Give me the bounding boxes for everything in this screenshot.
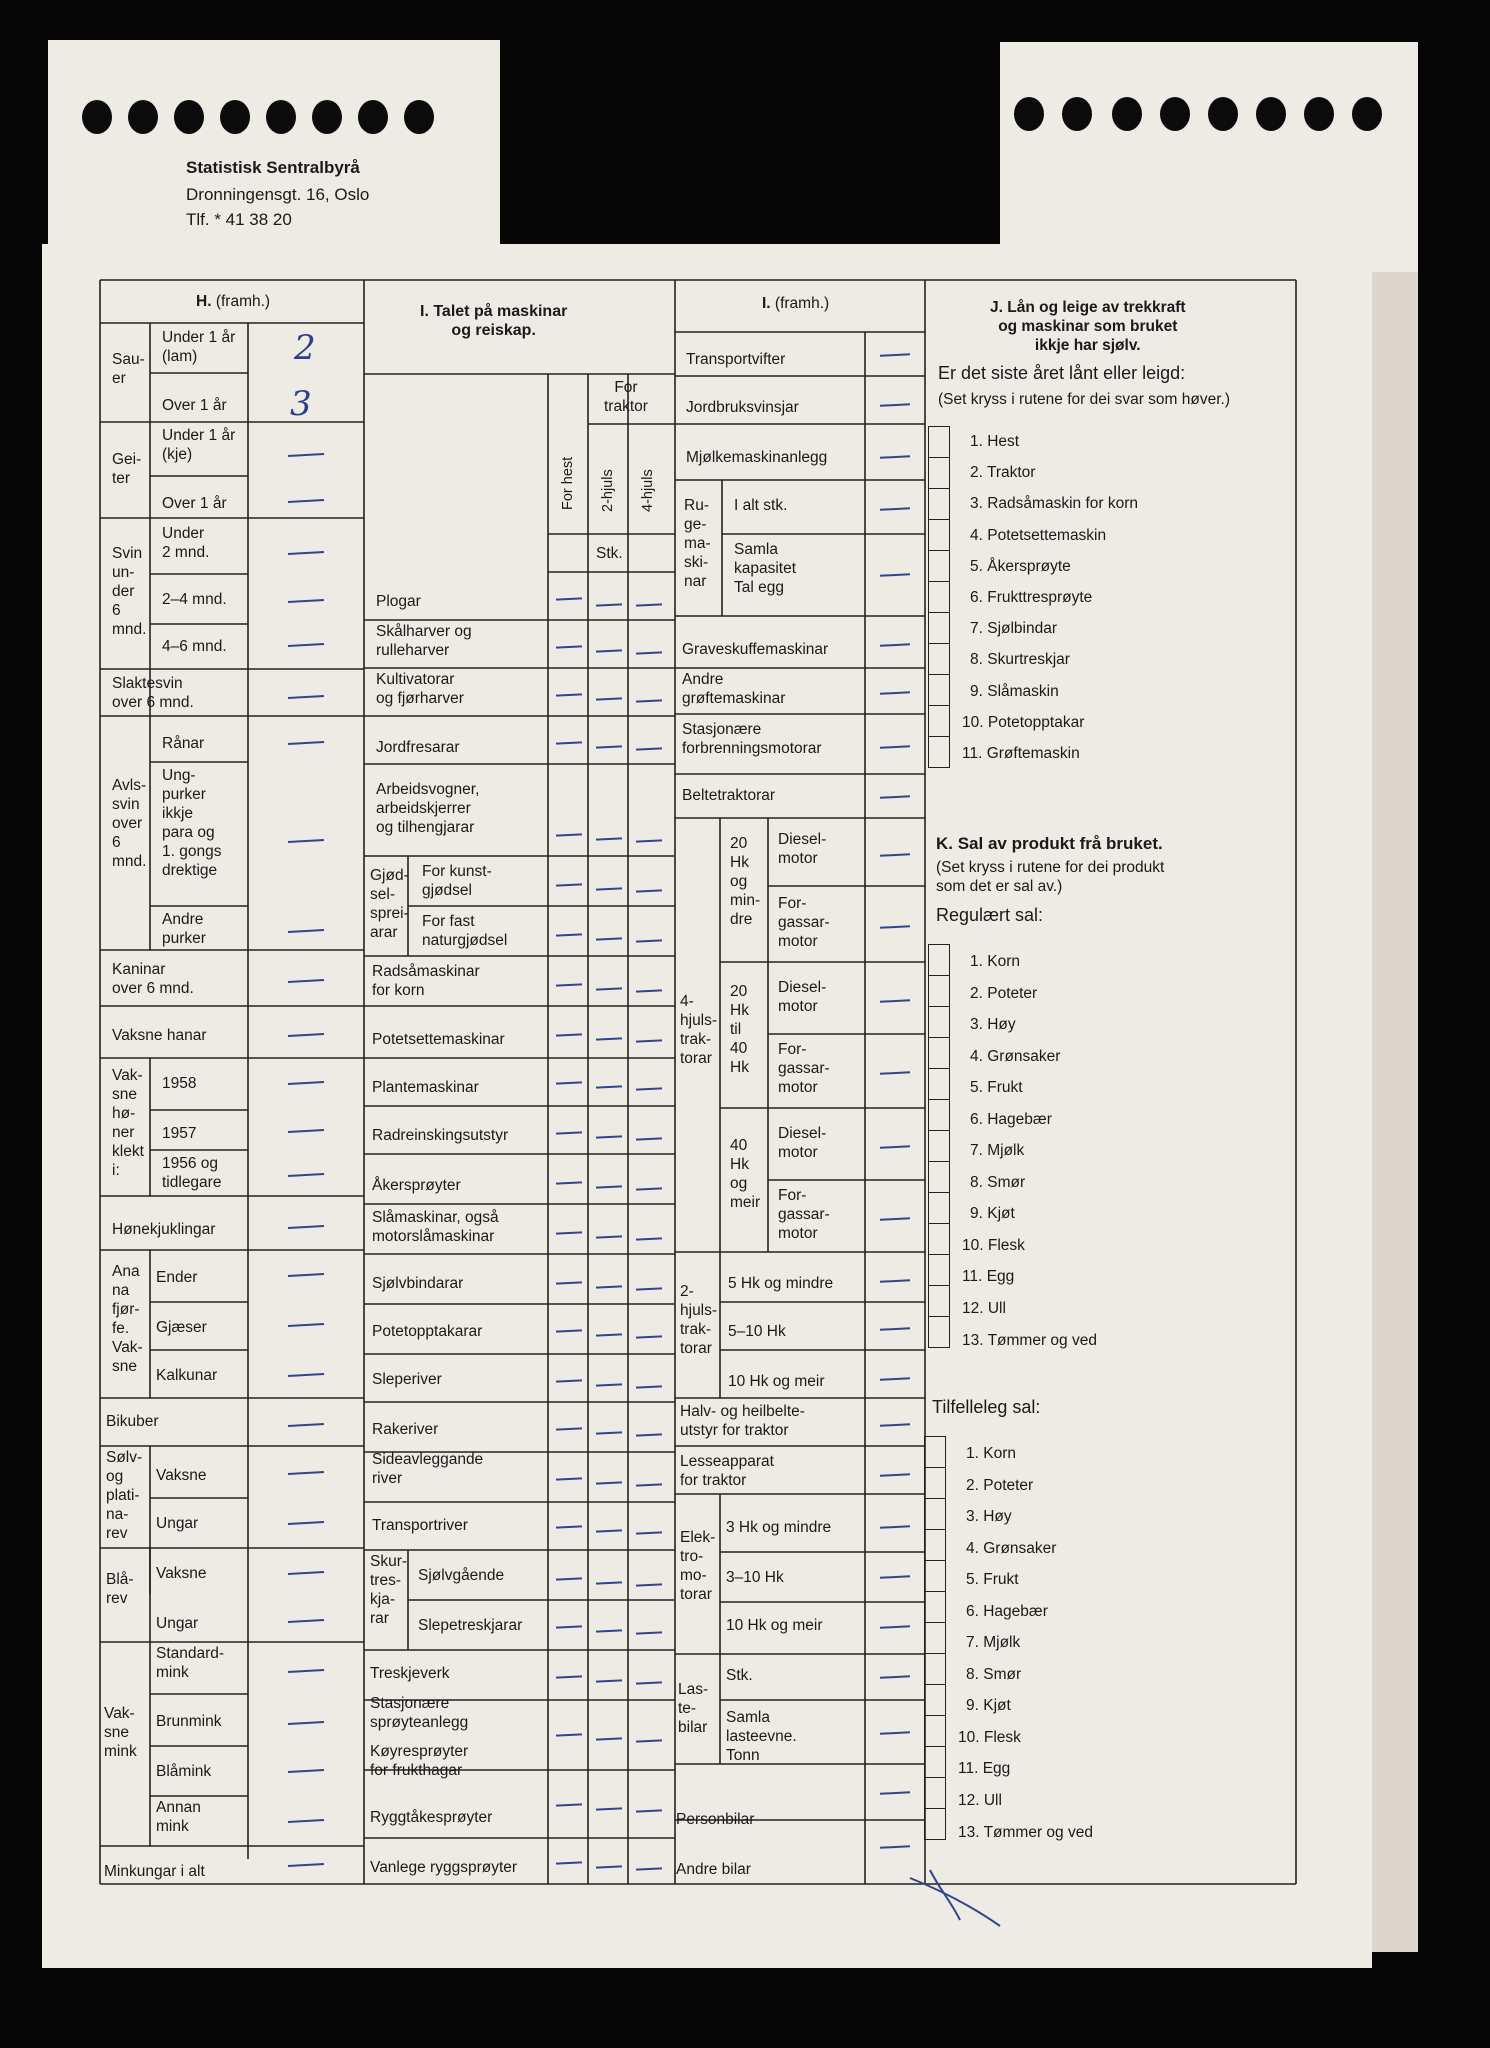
- sauer-over-label: Over 1 år: [162, 397, 227, 414]
- bikuber-label: Bikuber: [106, 1413, 159, 1430]
- ender-label: Ender: [156, 1269, 198, 1286]
- arbeidsvogner-label: Arbeidsvogner, arbeidskjerrer og tilhengjarar: [376, 781, 480, 836]
- radsaamaskinar-label: Radsåmaskinar for korn: [372, 963, 480, 999]
- hk2040-label: 20 Hk til 40 Hk: [730, 983, 749, 1076]
- plogar-label: Plogar: [376, 593, 421, 610]
- j-note: (Set kryss i rutene for dei svar som høver.): [938, 391, 1231, 408]
- firehjul-label: 4- hjuls- trak- torar: [680, 993, 718, 1067]
- personbilar-label: Personbilar: [676, 1811, 755, 1828]
- blaarev-label: Blå- rev: [106, 1571, 134, 1607]
- sauer-under-label: Under 1 år (lam): [162, 329, 236, 365]
- slaamaskinar-label: Slåmaskinar, også motorslåmaskinar: [372, 1209, 499, 1245]
- checkbox[interactable]: [925, 1499, 945, 1530]
- for-kunstgjodsel-label: For kunst- gjødsel: [422, 863, 492, 899]
- transportriver-label: Transportriver: [372, 1517, 468, 1534]
- j-item-hest: 1. Hest: [970, 433, 1020, 450]
- slepetreskjarar-label: Slepetreskjarar: [418, 1617, 523, 1634]
- laste-samla-label: Samla lasteevne. Tonn: [726, 1709, 797, 1764]
- for-traktor-header: For traktor: [604, 379, 648, 415]
- checkbox[interactable]: [929, 1286, 949, 1317]
- sleperiver-label: Sleperiver: [372, 1371, 442, 1388]
- annafjorfe-label: Ana na fjør- fe. Vak- sne: [112, 1263, 143, 1375]
- j-item-aakersproyte: 5. Åkersprøyte: [970, 558, 1071, 575]
- geiter-under-label: Under 1 år (kje): [162, 427, 236, 463]
- jordbruksvinsjar-label: Jordbruksvinsjar: [686, 399, 799, 416]
- checkbox[interactable]: [925, 1685, 945, 1716]
- svin-label: Svin un- der 6 mnd.: [112, 545, 147, 638]
- k-occ-ull: 12. Ull: [958, 1792, 1002, 1809]
- j-item-potetsettemaskin: 4. Potetsettemaskin: [970, 527, 1107, 544]
- year-1958-label: 1958: [162, 1075, 197, 1092]
- brunmink-label: Brunmink: [156, 1713, 222, 1730]
- tohjul-10-label: 10 Hk og meir: [728, 1373, 825, 1390]
- k-occ-frukt: 5. Frukt: [966, 1571, 1019, 1588]
- geiter-label: Gei- ter: [112, 451, 142, 487]
- j-item-skurtreskjar: 8. Skurtreskjar: [970, 651, 1070, 668]
- checkbox[interactable]: [925, 1561, 945, 1592]
- slaktesvin-label: Slaktesvin over 6 mnd.: [112, 675, 194, 711]
- andre-bilar-label: Andre bilar: [676, 1861, 751, 1878]
- gjodselspreiarar-label: Gjød- sel- sprei- arar: [370, 867, 409, 941]
- k-reg-mjolk: 7. Mjølk: [970, 1142, 1025, 1159]
- kultivatorar-label: Kultivatorar og fjørharver: [376, 671, 464, 707]
- raanar-label: Rånar: [162, 735, 205, 752]
- checkbox[interactable]: [929, 1162, 949, 1193]
- elektromotorar-label: Elek- tro- mo- torar: [680, 1529, 716, 1603]
- checkbox[interactable]: [925, 1747, 945, 1778]
- hk20-label: 20 Hk og min- dre: [730, 835, 761, 928]
- checkbox[interactable]: [929, 427, 949, 458]
- checkbox[interactable]: [925, 1592, 945, 1623]
- skaalharver-label: Skålharver og rulleharver: [376, 623, 472, 659]
- potetsettemaskinar-label: Potetsettemaskinar: [372, 1031, 505, 1048]
- k-reg-poteter: 2. Poteter: [970, 985, 1038, 1002]
- checkbox[interactable]: [925, 1468, 945, 1499]
- h-title: H. (framh.): [196, 293, 271, 310]
- i2-title: I. (framh.): [762, 295, 830, 312]
- checkbox[interactable]: [929, 1317, 949, 1348]
- kalkunar-label: Kalkunar: [156, 1367, 218, 1384]
- checkbox[interactable]: [925, 1778, 945, 1809]
- k-note: (Set kryss i rutene for dei produkt som det er sal av.): [936, 859, 1165, 895]
- handwritten-lam-count[interactable]: 2: [294, 328, 316, 368]
- potetopptakarar-label: Potetopptakarar: [372, 1323, 483, 1340]
- blaa-vaksne-label: Vaksne: [156, 1565, 207, 1582]
- j-item-potetopptakar: 10. Potetopptakar: [962, 714, 1085, 731]
- beltetraktorar-label: Beltetraktorar: [682, 787, 776, 804]
- checkbox[interactable]: [929, 1193, 949, 1224]
- for-naturgjodsel-label: For fast naturgjødsel: [422, 913, 508, 949]
- j-item-traktor: 2. Traktor: [970, 464, 1036, 481]
- k-occ-poteter: 2. Poteter: [966, 1477, 1034, 1494]
- k-reg-frukt: 5. Frukt: [970, 1079, 1023, 1096]
- honekjuklingar-label: Hønekjuklingar: [112, 1221, 216, 1238]
- avlssvin-label: Avls- svin over 6 mnd.: [112, 777, 147, 870]
- elektro-10-label: 10 Hk og meir: [726, 1617, 823, 1634]
- sideavleggande-label: Sideavleggande river: [372, 1451, 484, 1487]
- sjolvbindarar-label: Sjølvbindarar: [372, 1275, 464, 1292]
- ruge-ialt-label: I alt stk.: [734, 497, 788, 514]
- lastebilar-label: Las- te- bilar: [678, 1681, 709, 1736]
- i-title: I. Talet på maskinar og reiskap.: [420, 303, 568, 339]
- j-item-radsaamaskin: 3. Radsåmaskin for korn: [970, 495, 1138, 512]
- for-hest-header: For hest: [560, 456, 576, 510]
- svin-under2-label: Under 2 mnd.: [162, 525, 210, 561]
- k-occasional-heading: Tilfelleleg sal:: [932, 1397, 1041, 1417]
- vanlege-ryggsproyter-label: Vanlege ryggsprøyter: [370, 1859, 518, 1876]
- blaa-ungar-label: Ungar: [156, 1615, 199, 1632]
- k-occ-hoy: 3. Høy: [966, 1508, 1012, 1525]
- koyresproyter-label: Køyresprøyter for frukthagar: [370, 1743, 469, 1779]
- stasj-sproyteanlegg-label: Stasjonære sprøyteanlegg: [370, 1695, 469, 1731]
- grofte-label: Andre grøftemaskinar: [682, 671, 786, 707]
- hanar-label: Vaksne hanar: [112, 1027, 207, 1044]
- svin-4-6-label: 4–6 mnd.: [162, 638, 227, 655]
- ruge-samla-label: Samla kapasitet Tal egg: [734, 541, 797, 596]
- k-occ-tommer: 13. Tømmer og ved: [958, 1824, 1093, 1841]
- j-checkbox-column[interactable]: [928, 426, 950, 768]
- org-address: Dronningensgt. 16, Oslo: [186, 185, 370, 204]
- ryggtaakesproyter-label: Ryggtåkesprøyter: [370, 1809, 493, 1826]
- solv-vaksne-label: Vaksne: [156, 1467, 207, 1484]
- diesel-3-label: Diesel- motor: [778, 1125, 827, 1161]
- k-reg-tommer: 13. Tømmer og ved: [962, 1332, 1097, 1349]
- k-reg-hagebaer: 6. Hagebær: [970, 1111, 1052, 1128]
- checkbox[interactable]: [929, 613, 949, 644]
- stk-header: Stk.: [596, 545, 623, 562]
- solv-ungar-label: Ungar: [156, 1515, 199, 1532]
- diesel-2-label: Diesel- motor: [778, 979, 827, 1015]
- checkbox[interactable]: [929, 706, 949, 737]
- k-regular-heading: Regulært sal:: [936, 905, 1044, 925]
- transportvifter-label: Transportvifter: [686, 351, 786, 368]
- k-regular-checkbox-column[interactable]: [928, 944, 950, 1348]
- jordfresarar-label: Jordfresarar: [376, 739, 460, 756]
- skurtreskjarar-label: Skur- tres- kja- rar: [370, 1553, 408, 1627]
- checkbox[interactable]: [925, 1654, 945, 1685]
- k-occ-smor: 8. Smør: [966, 1666, 1022, 1683]
- ungpurker-label: Ung- purker ikkje para og 1. gongs drektige: [162, 767, 222, 879]
- checkbox[interactable]: [929, 582, 949, 613]
- k-occ-kjot: 9. Kjøt: [966, 1697, 1011, 1714]
- org-phone: Tlf. * 41 38 20: [186, 210, 292, 229]
- honer-label: Vak- sne hø- ner klekt i:: [112, 1067, 144, 1179]
- year-1956-label: 1956 og tidlegare: [162, 1155, 222, 1191]
- checkbox[interactable]: [929, 976, 949, 1007]
- elektro-310-label: 3–10 Hk: [726, 1569, 784, 1586]
- k-occ-egg: 11. Egg: [958, 1760, 1011, 1777]
- k-occ-flesk: 10. Flesk: [958, 1729, 1021, 1746]
- k-occ-gronsaker: 4. Grønsaker: [966, 1540, 1057, 1557]
- checkbox[interactable]: [925, 1437, 945, 1468]
- blaamink-label: Blåmink: [156, 1763, 212, 1780]
- sauer-label: Sau- er: [112, 351, 145, 387]
- checkbox[interactable]: [929, 1007, 949, 1038]
- andre-purker-label: Andre purker: [162, 911, 206, 947]
- checkbox[interactable]: [929, 1255, 949, 1286]
- checkbox[interactable]: [925, 1623, 945, 1654]
- forgass-2-label: For- gassar- motor: [778, 1041, 830, 1096]
- k-occasional-checkbox-column[interactable]: [924, 1436, 946, 1840]
- standardmink-label: Standard- mink: [156, 1645, 225, 1681]
- checkbox[interactable]: [929, 458, 949, 489]
- laste-stk-label: Stk.: [726, 1667, 753, 1684]
- checkbox[interactable]: [929, 489, 949, 520]
- k-occ-korn: 1. Korn: [966, 1445, 1016, 1462]
- treskjeverk-label: Treskjeverk: [370, 1665, 450, 1682]
- stasjmotor-label: Stasjonære forbrenningsmotorar: [682, 721, 822, 757]
- aakersproyter-label: Åkersprøyter: [372, 1177, 461, 1194]
- rugemaskinar-label: Ru- ge- ma- ski- nar: [684, 497, 711, 590]
- checkbox[interactable]: [929, 1131, 949, 1162]
- kaninar-label: Kaninar over 6 mnd.: [112, 961, 194, 997]
- checkbox[interactable]: [929, 1224, 949, 1255]
- gjaeser-label: Gjæser: [156, 1319, 207, 1336]
- k-reg-smor: 8. Smør: [970, 1174, 1026, 1191]
- tohjul-5-label: 5 Hk og mindre: [728, 1275, 834, 1292]
- rakeriver-label: Rakeriver: [372, 1421, 439, 1438]
- svin-2-4-label: 2–4 mnd.: [162, 591, 227, 608]
- k-reg-korn: 1. Korn: [970, 953, 1020, 970]
- checkbox[interactable]: [929, 1100, 949, 1131]
- elektro-3-label: 3 Hk og mindre: [726, 1519, 832, 1536]
- j-item-groftemaskin: 11. Grøftemaskin: [962, 745, 1080, 762]
- checkbox[interactable]: [929, 737, 949, 768]
- year-1957-label: 1957: [162, 1125, 197, 1142]
- j-item-frukttresproyte: 6. Frukttresprøyte: [970, 589, 1093, 606]
- hjuls4-header: 4-hjuls: [640, 469, 656, 512]
- checkbox[interactable]: [925, 1530, 945, 1561]
- k-reg-egg: 11. Egg: [962, 1268, 1015, 1285]
- geiter-over-label: Over 1 år: [162, 495, 227, 512]
- k-title: K. Sal av produkt frå bruket.: [936, 834, 1163, 853]
- j-title: J. Lån og leige av trekkraft og maskinar som bruket ikkje har sjølv.: [990, 299, 1186, 354]
- j-item-slaamaskin: 9. Slåmaskin: [970, 683, 1059, 700]
- k-reg-flesk: 10. Flesk: [962, 1237, 1025, 1254]
- checkbox[interactable]: [929, 1069, 949, 1100]
- diesel-1-label: Diesel- motor: [778, 831, 827, 867]
- k-reg-kjot: 9. Kjøt: [970, 1205, 1015, 1222]
- hk40-label: 40 Hk og meir: [730, 1137, 761, 1211]
- annanmink-label: Annan mink: [156, 1799, 201, 1835]
- plantemaskinar-label: Plantemaskinar: [372, 1079, 479, 1096]
- checkbox[interactable]: [929, 551, 949, 582]
- hjuls2-header: 2-hjuls: [600, 469, 616, 512]
- radreinskingsutstyr-label: Radreinskingsutstyr: [372, 1127, 509, 1144]
- checkbox[interactable]: [929, 675, 949, 706]
- k-reg-ull: 12. Ull: [962, 1300, 1006, 1317]
- lesseapparat-label: Lesseapparat for traktor: [680, 1453, 774, 1489]
- forgass-3-label: For- gassar- motor: [778, 1187, 830, 1242]
- tohjul-510-label: 5–10 Hk: [728, 1323, 786, 1340]
- checkbox[interactable]: [929, 520, 949, 551]
- forgass-1-label: For- gassar- motor: [778, 895, 830, 950]
- checkbox[interactable]: [925, 1716, 945, 1747]
- minkungar-label: Minkungar i alt: [104, 1863, 205, 1880]
- j-item-sjolbindar: 7. Sjølbindar: [970, 620, 1058, 637]
- handwritten-sheep-over-count[interactable]: 3: [290, 384, 312, 424]
- j-question: Er det siste året lånt eller leigd:: [938, 363, 1186, 383]
- checkbox[interactable]: [925, 1809, 945, 1840]
- mjolkemaskinanlegg-label: Mjølkemaskinanlegg: [686, 449, 828, 466]
- graveskuffe-label: Graveskuffemaskinar: [682, 641, 829, 658]
- vaksnemink-label: Vak- sne mink: [104, 1705, 137, 1760]
- k-occ-mjolk: 7. Mjølk: [966, 1634, 1021, 1651]
- org-name: Statistisk Sentralbyrå: [186, 158, 360, 177]
- k-occ-hagebaer: 6. Hagebær: [966, 1603, 1048, 1620]
- tohjul-label: 2- hjuls- trak- torar: [680, 1283, 718, 1357]
- handwritten-cross-mark: [900, 1860, 1020, 1930]
- checkbox[interactable]: [929, 644, 949, 675]
- checkbox[interactable]: [929, 1038, 949, 1069]
- k-reg-gronsaker: 4. Grønsaker: [970, 1048, 1061, 1065]
- k-reg-hoy: 3. Høy: [970, 1016, 1016, 1033]
- checkbox[interactable]: [929, 945, 949, 976]
- halvbelte-label: Halv- og heilbelte- utstyr for traktor: [680, 1403, 805, 1439]
- sjolvgaaende-label: Sjølvgående: [418, 1567, 505, 1584]
- solvrev-label: Sølv- og plati- na- rev: [106, 1449, 143, 1542]
